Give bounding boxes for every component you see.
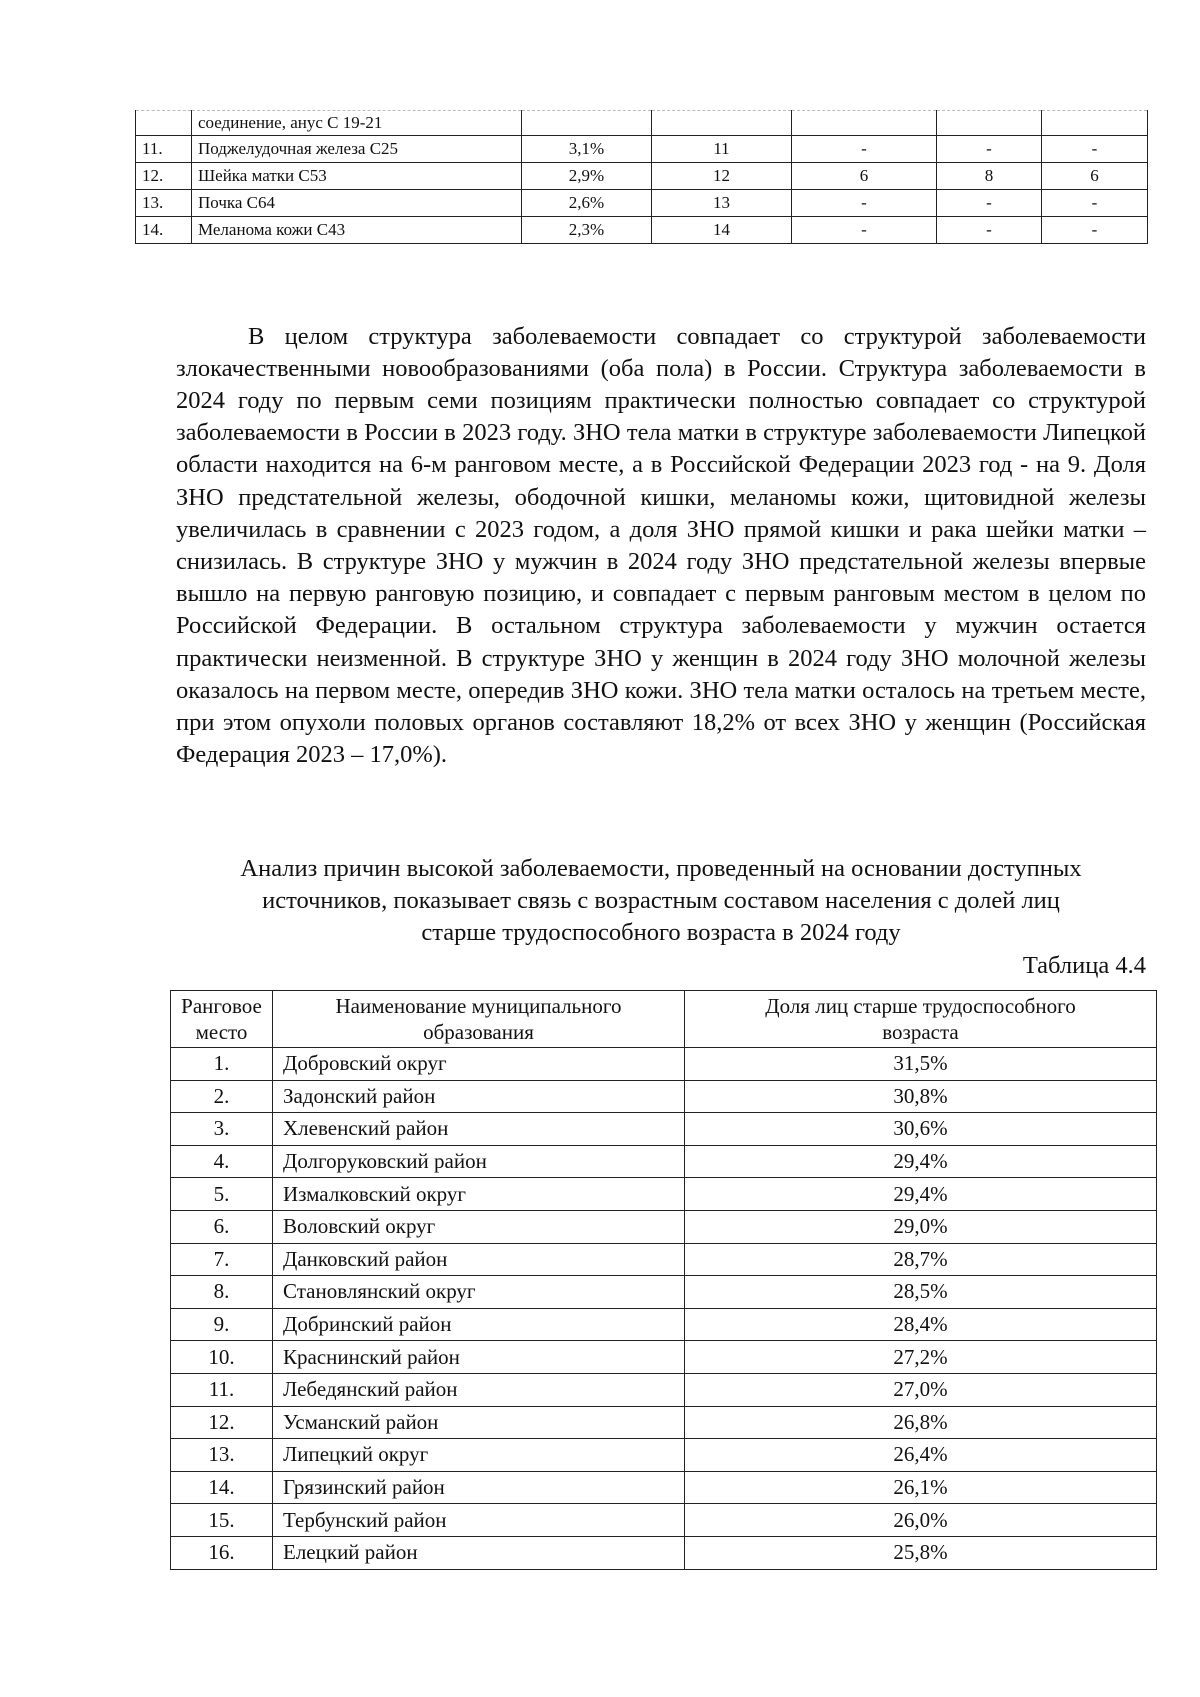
analysis-paragraph: В целом структура заболеваемости совпадает со структурой заболеваемости злокачественными новообразованиями (оба пола) в России. Структура заболеваемости в 2024 году по первым семи позициям практически полностью совпадает со структурой заболеваемости в России в 2023 году. ЗНО тела матки в структуре заболеваемости Липецкой области находится на 6-м ранговом месте, а в Российской Федерации 2023 год - на 9. Доля ЗНО предстательной железы, ободочной кишки, меланомы кожи, щитовидной железы увеличилась в сравнении с 2023 годом, а доля ЗНО прямой кишки и рака шейки матки – снизилась. В структуре ЗНО у мужчин в 2024 году ЗНО предстательной железы впервые вышло на первую ранговую позицию, и совпадает с первым ранговым местом в целом по Российской Федерации. В остальном структура заболеваемости у мужчин остается практически неизменной. В структуре ЗНО у женщин в 2024 году ЗНО молочной железы оказалось на первом месте, опередив ЗНО кожи. ЗНО тела матки осталось на третьем месте, при этом опухоли половых органов составляют 18,2% от всех ЗНО у женщин (Российская Федерация 2023 – 17,0%). [176,322,1146,769]
cell-c3: - [1042,217,1148,244]
cell-rank: 13. [171,1439,273,1472]
cell-site: Шейка матки С53 [192,163,522,190]
cell-rank: 8. [171,1276,273,1309]
cell-rank: 14 [652,217,792,244]
table-header-row [171,991,1157,1048]
table-row [171,1276,1157,1309]
cell-name: Задонский район [273,1080,685,1113]
cell-rank: 4. [171,1145,273,1178]
cell-c2: - [937,217,1042,244]
cell-c3: 6 [1042,163,1148,190]
cell-share: 29,0% [685,1210,1157,1243]
cell-share: 26,8% [685,1406,1157,1439]
cell-rank: 9. [171,1308,273,1341]
caption-line: старше трудоспособного возраста в 2024 году [421,919,901,946]
table-row [171,1471,1157,1504]
cell-c2 [937,111,1042,136]
cell-share: 27,2% [685,1341,1157,1374]
header-text: Доля лиц старше трудоспособного [765,994,1076,1018]
cell-name: Измалковский округ [273,1178,685,1211]
table-row [136,163,1148,190]
cell-name: Елецкий район [273,1536,685,1569]
cell-name: Грязинский район [273,1471,685,1504]
cell-rank: 1. [171,1048,273,1081]
cell-c1 [792,111,937,136]
cell-c3: - [1042,190,1148,217]
cell-c3: - [1042,136,1148,163]
table-row [171,1373,1157,1406]
header-rank [171,991,273,1048]
cell-share: 28,5% [685,1276,1157,1309]
cell-name: Липецкий округ [273,1439,685,1472]
cell-c1: 6 [792,163,937,190]
cell-c3 [1042,111,1148,136]
cell-rank: 14. [171,1471,273,1504]
table-row [171,1178,1157,1211]
table-row [136,217,1148,244]
cell-name: Добринский район [273,1308,685,1341]
cell-num [136,111,192,136]
cell-share: 26,1% [685,1471,1157,1504]
header-text: Наименование муниципального [335,994,622,1018]
cell-name: Лебедянский район [273,1373,685,1406]
cell-share [522,111,652,136]
cell-share: 29,4% [685,1178,1157,1211]
cell-c1: - [792,190,937,217]
cell-share: 30,6% [685,1113,1157,1146]
header-text: возраста [882,1020,959,1044]
caption-line: источников, показывает связь с возрастным составом населения с долей лиц [262,887,1060,914]
cell-share: 30,8% [685,1080,1157,1113]
table-row [171,1145,1157,1178]
table-row [171,1406,1157,1439]
cell-num: 14. [136,217,192,244]
cell-rank: 11 [652,136,792,163]
cell-name: Данковский район [273,1243,685,1276]
header-text: образования [423,1020,534,1044]
cell-site: соединение, анус С 19-21 [192,111,522,136]
cell-rank: 2. [171,1080,273,1113]
cell-rank: 11. [171,1373,273,1406]
table-number: Таблица 4.4 [1022,952,1146,979]
cell-share: 25,8% [685,1536,1157,1569]
cell-rank: 12 [652,163,792,190]
table-row [171,1536,1157,1569]
cell-c1: - [792,136,937,163]
table-row [171,1243,1157,1276]
cell-name: Воловский округ [273,1210,685,1243]
cell-num: 11. [136,136,192,163]
table-row [136,111,1148,136]
cell-name: Усманский район [273,1406,685,1439]
cell-name: Тербунский район [273,1504,685,1537]
table-row [171,1080,1157,1113]
cell-share: 29,4% [685,1145,1157,1178]
table-row [171,1048,1157,1081]
cell-share: 2,3% [522,217,652,244]
cell-c2: - [937,190,1042,217]
cell-rank: 6. [171,1210,273,1243]
cell-share: 26,0% [685,1504,1157,1537]
cell-site: Почка С64 [192,190,522,217]
cell-name: Хлевенский район [273,1113,685,1146]
cell-rank: 12. [171,1406,273,1439]
header-share [685,991,1157,1048]
cell-name: Добровский округ [273,1048,685,1081]
cell-rank: 5. [171,1178,273,1211]
cell-rank: 15. [171,1504,273,1537]
cell-share: 3,1% [522,136,652,163]
cell-rank: 16. [171,1536,273,1569]
header-text: место [195,1020,248,1044]
cell-rank: 3. [171,1113,273,1146]
cell-share: 2,9% [522,163,652,190]
cell-name: Становлянский округ [273,1276,685,1309]
cell-c2: 8 [937,163,1042,190]
header-text: Ранговое [181,994,262,1018]
table-row [171,1210,1157,1243]
cell-c1: - [792,217,937,244]
cell-share: 27,0% [685,1373,1157,1406]
incidence-structure-table-continued [135,110,1148,244]
cell-share: 31,5% [685,1048,1157,1081]
cell-rank: 10. [171,1341,273,1374]
cell-rank [652,111,792,136]
table-row [136,136,1148,163]
cell-share: 2,6% [522,190,652,217]
header-municipality [273,991,685,1048]
cell-share: 28,7% [685,1243,1157,1276]
table-row [171,1341,1157,1374]
cell-name: Краснинский район [273,1341,685,1374]
cell-share: 28,4% [685,1308,1157,1341]
cell-site: Меланома кожи С43 [192,217,522,244]
table-row [171,1113,1157,1146]
cell-rank: 13 [652,190,792,217]
caption-line: Анализ причин высокой заболеваемости, проведенный на основании доступных [240,855,1082,882]
cell-num: 13. [136,190,192,217]
table-row [136,190,1148,217]
cell-name: Долгоруковский район [273,1145,685,1178]
cell-c2: - [937,136,1042,163]
elderly-share-ranking-table [170,990,1157,1570]
cell-share: 26,4% [685,1439,1157,1472]
cell-site: Поджелудочная железа С25 [192,136,522,163]
table-row [171,1439,1157,1472]
cell-num: 12. [136,163,192,190]
table-row [171,1504,1157,1537]
table-caption [176,853,1146,949]
table-row [171,1308,1157,1341]
cell-rank: 7. [171,1243,273,1276]
